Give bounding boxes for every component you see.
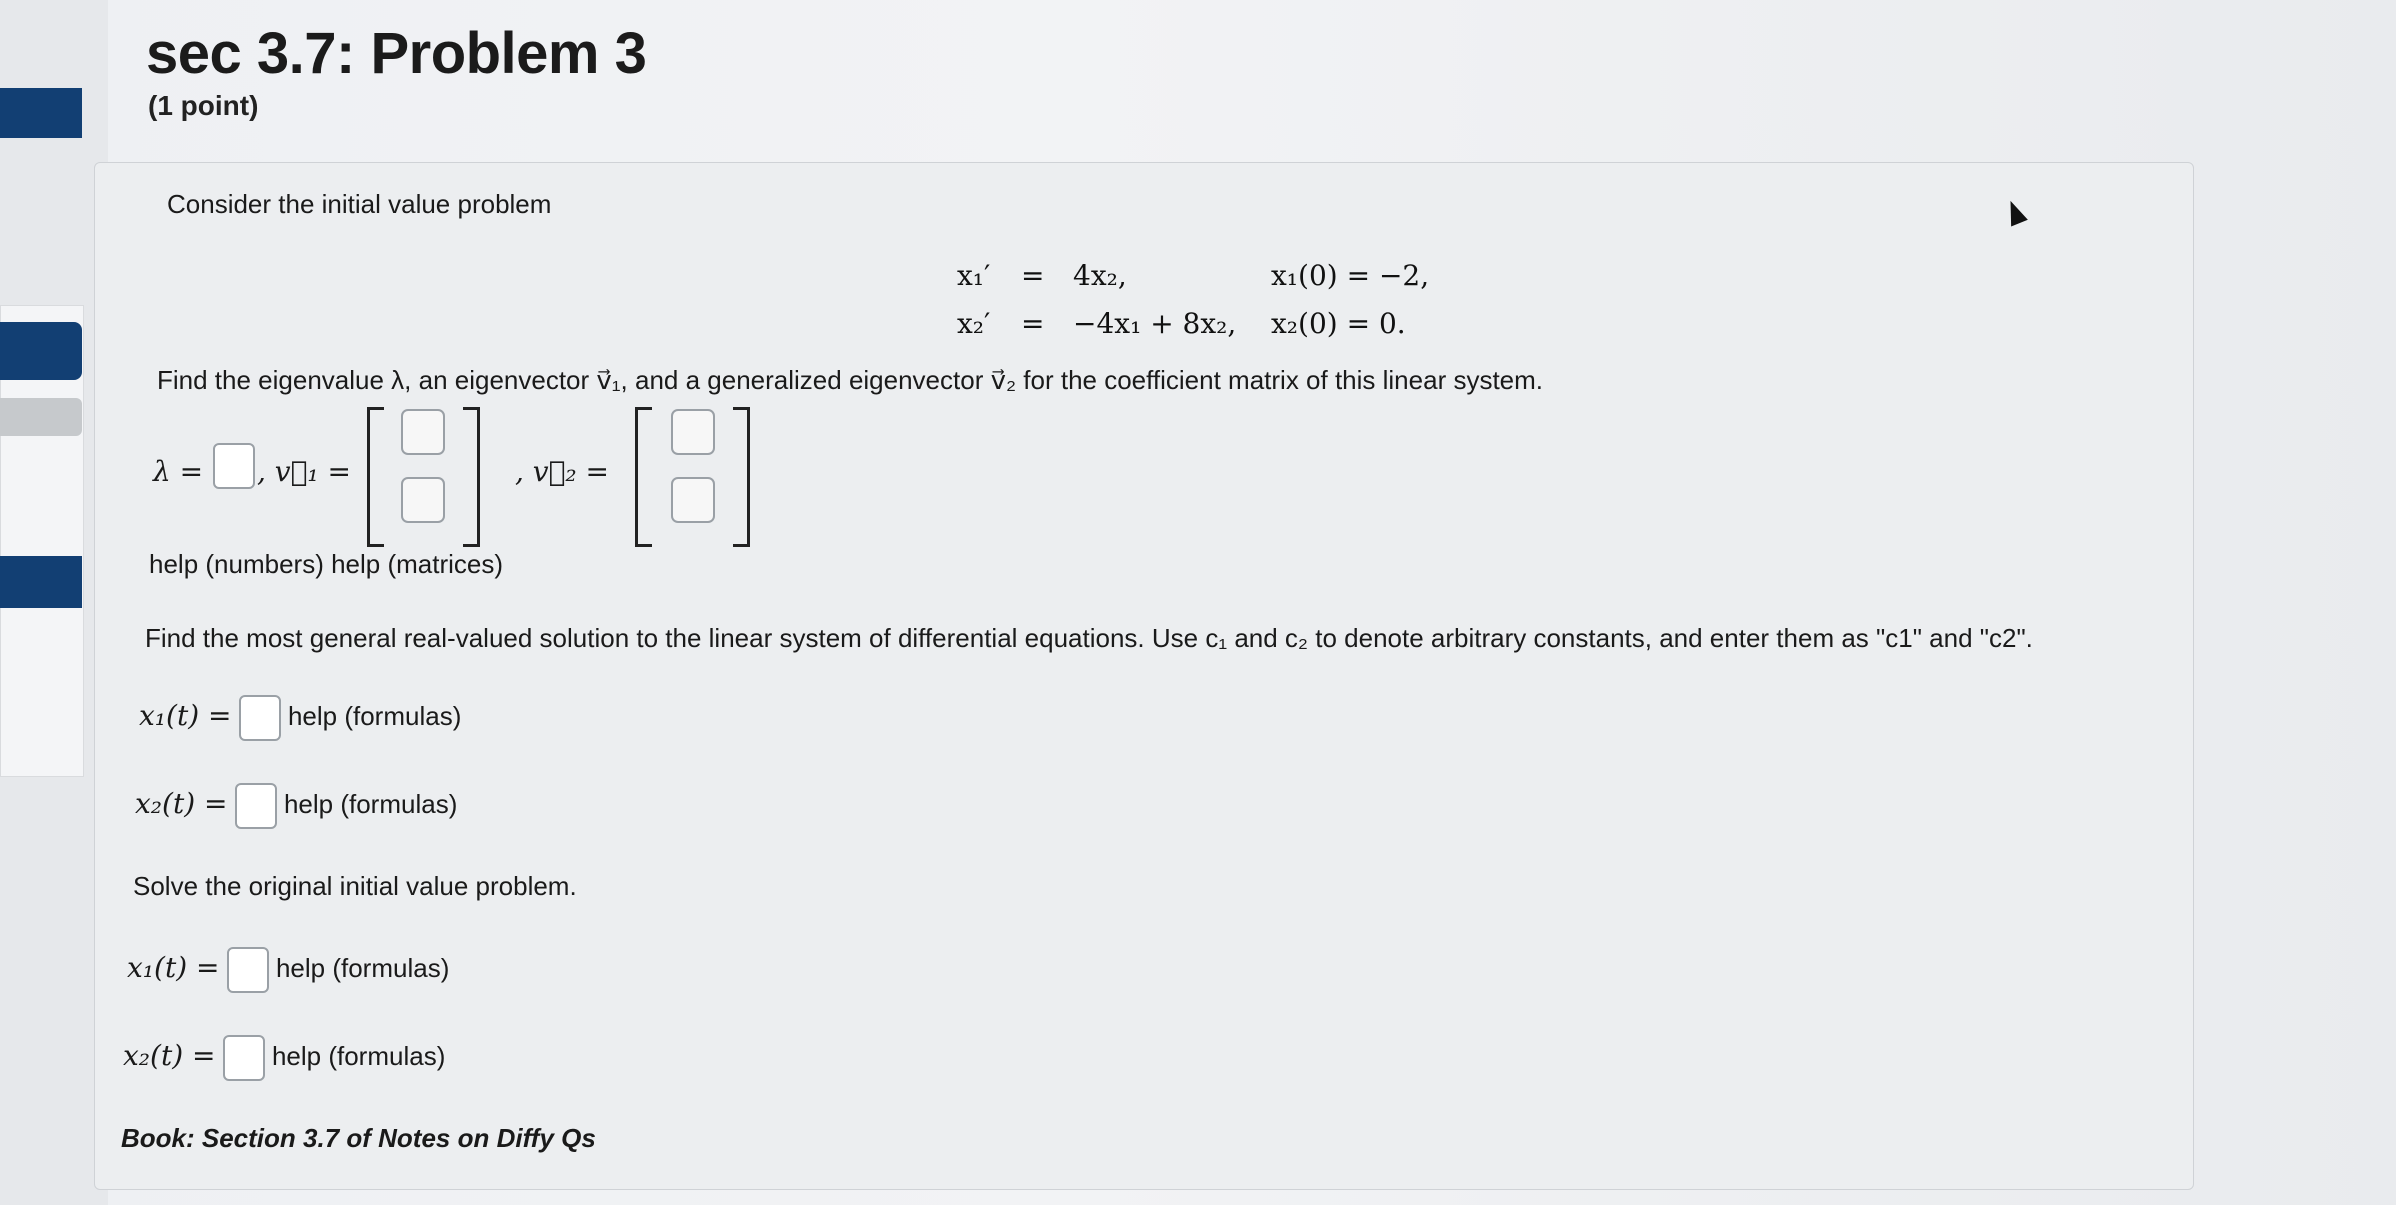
rail-tab-active[interactable]	[0, 322, 82, 380]
v1-bracket-left	[367, 407, 384, 547]
lambda-input[interactable]	[213, 443, 255, 489]
ivp-x1-help-link[interactable]: help (formulas)	[275, 952, 450, 983]
lambda-label: λ =	[153, 455, 204, 488]
ivp-x2-help-link[interactable]: help (formulas)	[271, 1040, 446, 1071]
eq1-lhs: x₁′	[957, 259, 991, 292]
problem-body	[94, 162, 2194, 1190]
v2-entry-2-input[interactable]	[671, 477, 715, 523]
eq1-op: =	[1021, 259, 1045, 292]
ivp-x2-row	[123, 1035, 445, 1081]
rail-tab[interactable]	[0, 398, 82, 436]
v1-label: , v⃗₁ =	[257, 455, 352, 488]
general-x1-label: x₁(t) =	[139, 698, 232, 732]
ivp-x1-input[interactable]	[227, 947, 269, 993]
v2-bracket-right	[733, 407, 750, 547]
eigen-prompt: Find the eigenvalue λ, an eigenvector v⃗₁, and a generalized eigenvector v⃗₂ for the coefficient matrix of this linear system.	[157, 365, 1544, 395]
eq2-rhs: −4x₁ + 8x₂,	[1073, 307, 1237, 340]
v1-entry-1-input[interactable]	[401, 409, 445, 455]
v2-label: , v⃗₂ =	[515, 455, 610, 488]
v2-entry-1-input[interactable]	[671, 409, 715, 455]
intro-text: Consider the initial value problem	[167, 189, 552, 219]
general-solution-prompt: Find the most general real-valued solution to the linear system of differential equations. Use c₁ and c₂ to denote arbitrary constants, and enter them as "c1" and "c2".	[145, 623, 2033, 653]
general-x1-input[interactable]	[239, 695, 281, 741]
left-rail	[0, 0, 108, 1205]
general-x2-input[interactable]	[235, 783, 277, 829]
ivp-x1-label: x₁(t) =	[127, 950, 220, 984]
ivp-prompt: Solve the original initial value problem.	[133, 871, 577, 901]
general-x1-row	[139, 695, 461, 741]
general-x2-row	[135, 783, 457, 829]
eq2-lhs: x₂′	[957, 307, 991, 340]
v2-bracket-left	[635, 407, 652, 547]
rail-tab[interactable]	[0, 556, 82, 608]
book-reference: Book: Section 3.7 of Notes on Diffy Qs	[121, 1123, 596, 1153]
general-x1-help-link[interactable]: help (formulas)	[287, 700, 462, 731]
problem-title: sec 3.7: Problem 3	[146, 21, 647, 86]
ivp-x2-input[interactable]	[223, 1035, 265, 1081]
v1-entry-2-input[interactable]	[401, 477, 445, 523]
rail-tab[interactable]	[0, 88, 82, 138]
problem-points: (1 point)	[148, 90, 259, 121]
help-matrices-link[interactable]: help (matrices)	[331, 549, 504, 579]
help-links-row	[149, 549, 503, 580]
help-numbers-link[interactable]: help (numbers)	[149, 549, 324, 579]
eq1-ic: x₁(0) = −2,	[1271, 259, 1430, 292]
ivp-x2-label: x₂(t) =	[123, 1038, 216, 1072]
eq1-rhs: 4x₂,	[1073, 259, 1127, 292]
eq2-ic: x₂(0) = 0.	[1271, 307, 1406, 340]
general-x2-help-link[interactable]: help (formulas)	[283, 788, 458, 819]
eq2-op: =	[1021, 307, 1045, 340]
general-x2-label: x₂(t) =	[135, 786, 228, 820]
ivp-x1-row	[127, 947, 449, 993]
v1-bracket-right	[463, 407, 480, 547]
